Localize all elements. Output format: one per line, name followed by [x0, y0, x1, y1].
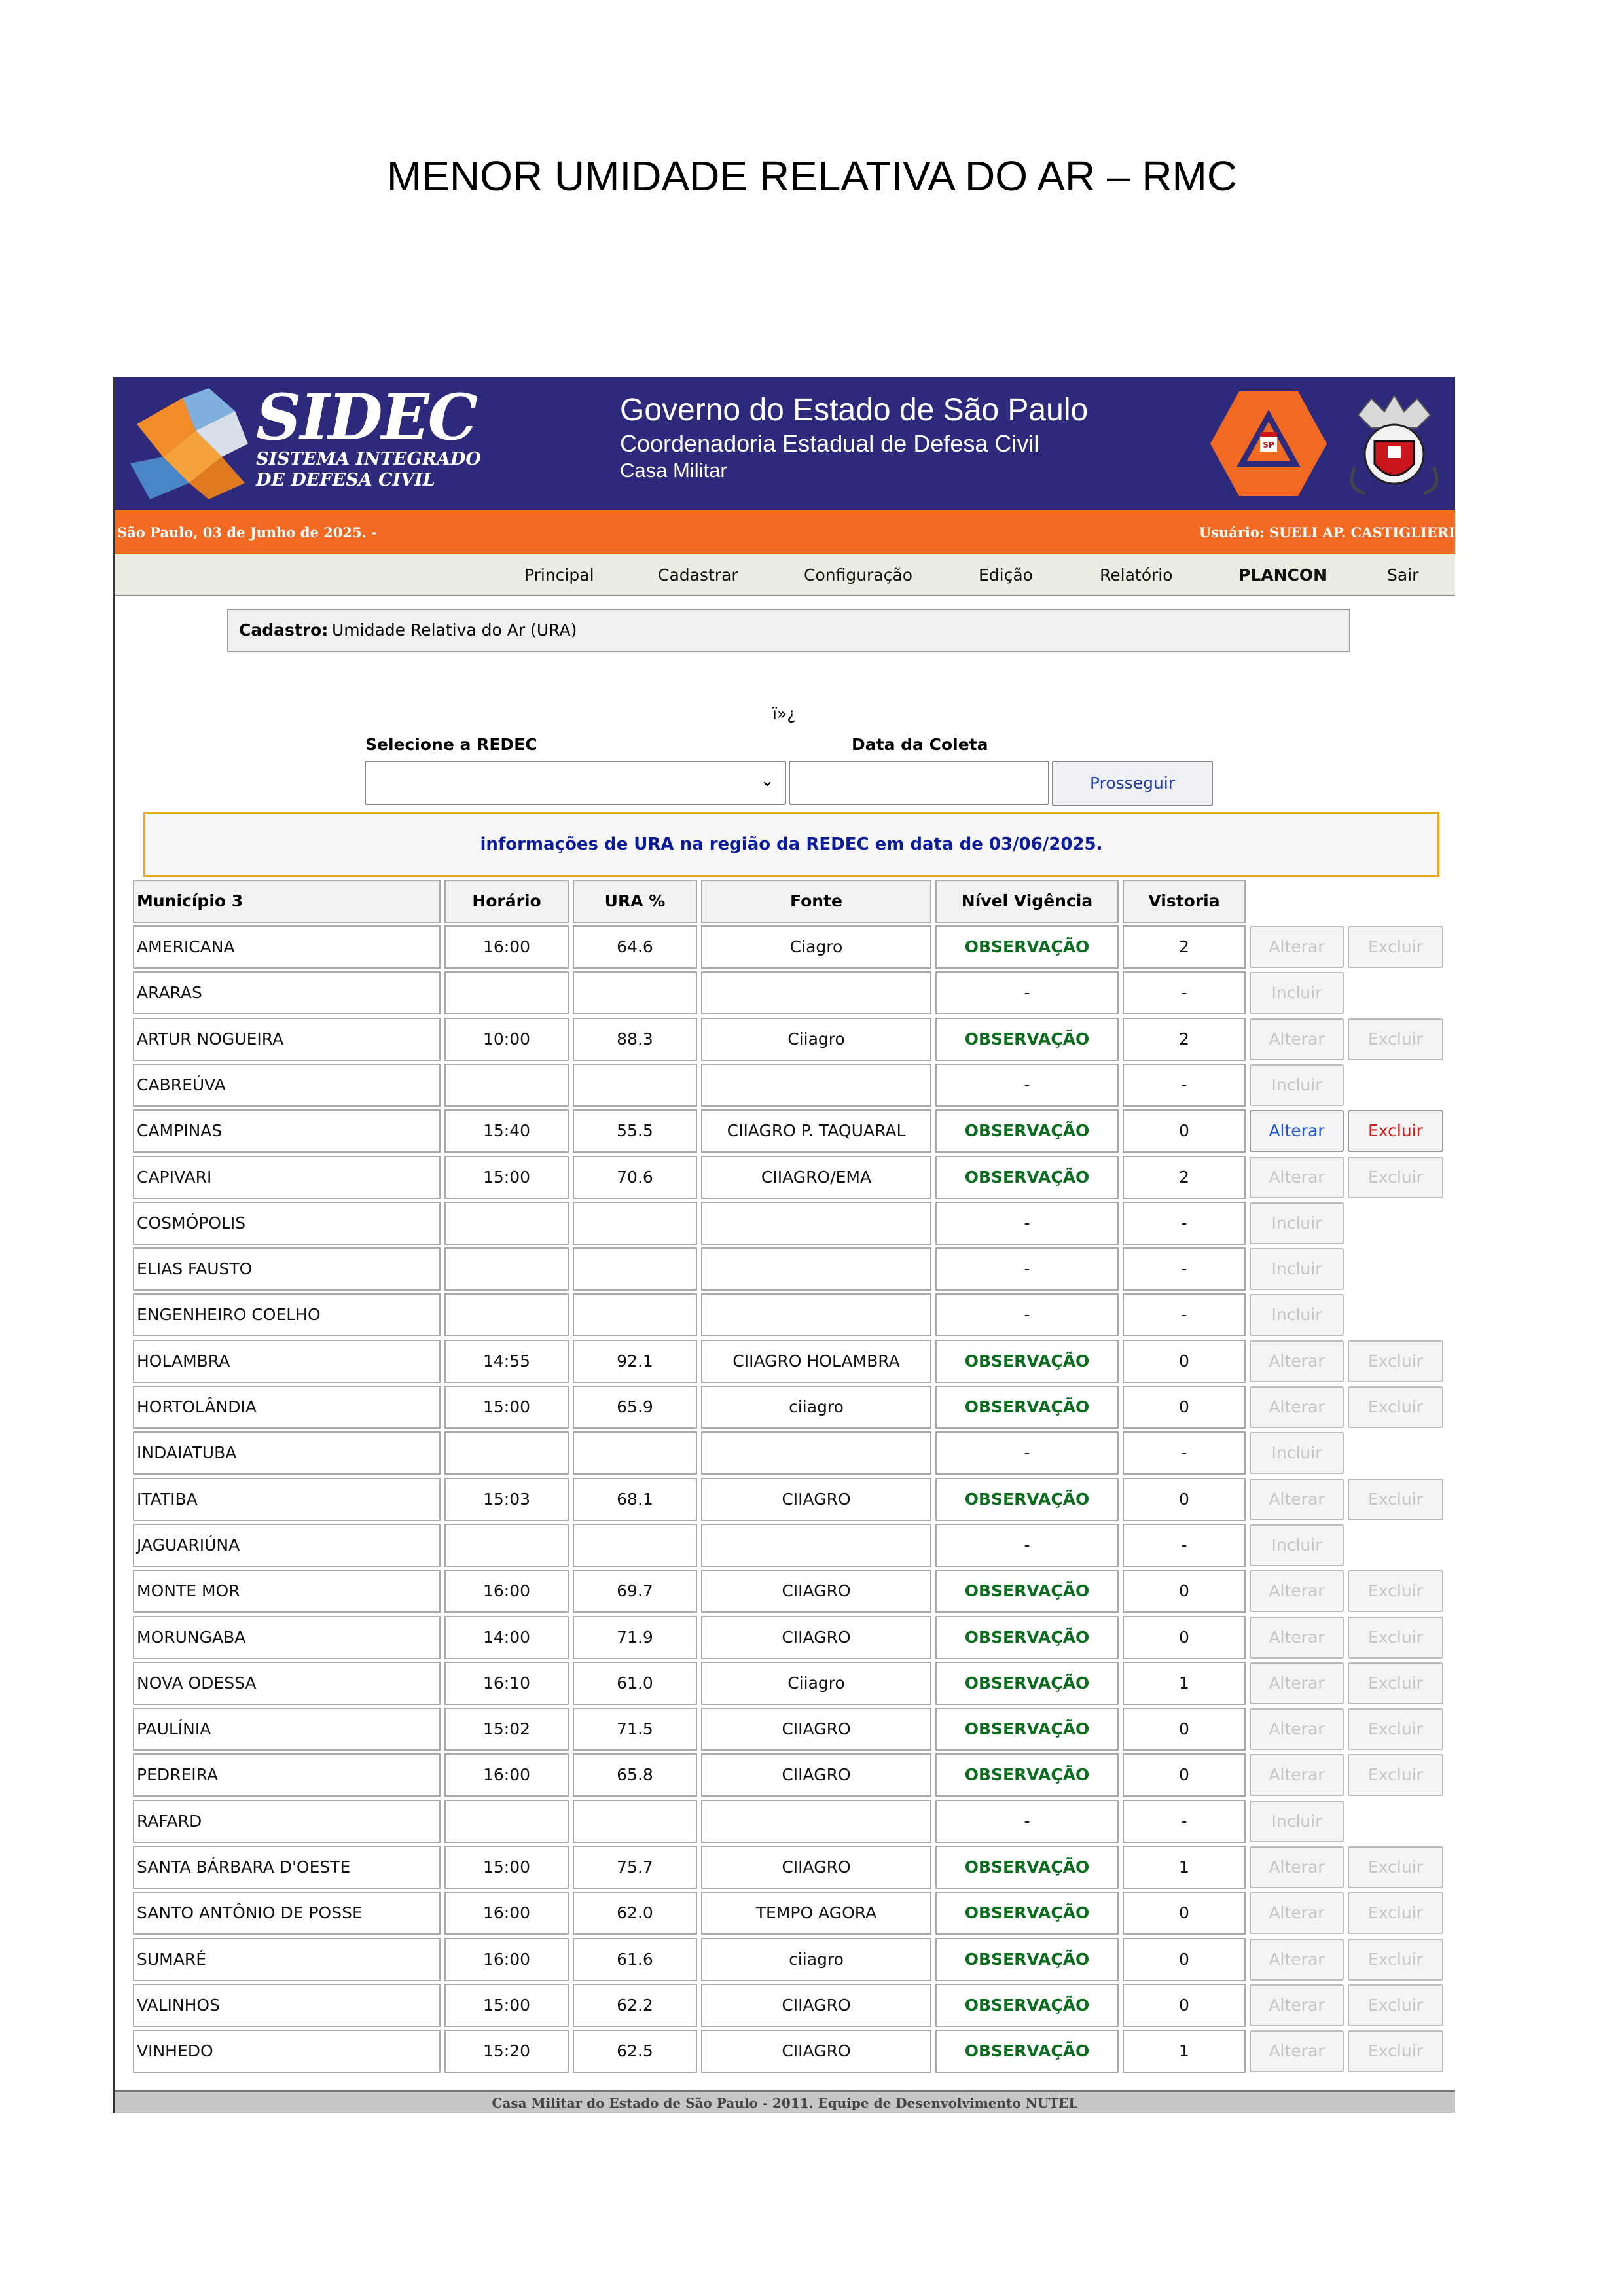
sidec-logo-icon: [124, 385, 255, 503]
cell-fonte: CIIAGRO: [701, 1984, 931, 2027]
gov-line-3: Casa Militar: [620, 459, 727, 482]
cell-nivel: OBSERVAÇÃO: [935, 1938, 1119, 1981]
cell-fonte: [701, 1064, 931, 1107]
cell-municipio: COSMÓPOLIS: [133, 1202, 441, 1245]
cell-ura: 71.9: [573, 1616, 697, 1659]
cell-ura: 68.1: [573, 1478, 697, 1521]
nav-sair[interactable]: Sair: [1387, 565, 1419, 584]
cell-horario: [444, 1202, 569, 1245]
excluir-button[interactable]: Excluir: [1348, 1386, 1443, 1428]
cell-nivel: OBSERVAÇÃO: [935, 1892, 1119, 1935]
incluir-button[interactable]: Incluir: [1250, 1432, 1344, 1474]
alterar-button[interactable]: Alterar: [1250, 1892, 1344, 1934]
cell-fonte: CIIAGRO: [701, 1753, 931, 1797]
cell-ura: [573, 1202, 697, 1245]
cell-fonte: Ciiagro: [701, 1662, 931, 1705]
cell-fonte: [701, 971, 931, 1014]
cell-ura: [573, 1247, 697, 1291]
cell-municipio: RAFARD: [133, 1800, 441, 1843]
excluir-button[interactable]: Excluir: [1348, 1479, 1443, 1520]
cell-horario: 16:00: [444, 1570, 569, 1613]
cell-nivel: OBSERVAÇÃO: [935, 1109, 1119, 1153]
excluir-button[interactable]: Excluir: [1348, 1708, 1443, 1750]
col-header-municipio: Município 3: [133, 880, 441, 923]
cell-horario: 15:00: [444, 1386, 569, 1429]
col-header-ura: URA %: [573, 880, 697, 923]
cell-fonte: CIIAGRO: [701, 1478, 931, 1521]
cell-vistoria: 0: [1123, 1386, 1246, 1429]
cell-municipio: CAPIVARI: [133, 1156, 441, 1199]
alterar-button[interactable]: Alterar: [1250, 1984, 1344, 2026]
cell-vistoria: 1: [1123, 1662, 1246, 1705]
cell-vistoria: -: [1123, 1293, 1246, 1336]
cell-fonte: Ciagro: [701, 925, 931, 969]
cell-horario: 15:00: [444, 1156, 569, 1199]
cell-fonte: [701, 1800, 931, 1843]
cell-horario: 16:00: [444, 1892, 569, 1935]
cell-nivel: OBSERVAÇÃO: [935, 1708, 1119, 1751]
cell-ura: 70.6: [573, 1156, 697, 1199]
current-user: Usuário: SUELI AP. CASTIGLIERI: [1199, 524, 1455, 541]
cell-municipio: ITATIBA: [133, 1478, 441, 1521]
cell-fonte: ciiagro: [701, 1938, 931, 1981]
cell-municipio: ARTUR NOGUEIRA: [133, 1018, 441, 1061]
defesa-civil-emblem-icon: [1209, 390, 1328, 497]
encoding-artifact-text: ï»¿: [772, 704, 796, 723]
excluir-button[interactable]: Excluir: [1348, 1846, 1443, 1888]
cell-horario: 15:00: [444, 1984, 569, 2027]
cell-municipio: CABREÚVA: [133, 1064, 441, 1107]
cell-nivel: -: [935, 1293, 1119, 1336]
alterar-button[interactable]: Alterar: [1250, 1386, 1344, 1428]
info-message: informações de URA na região da REDEC em data de 03/06/2025.: [143, 812, 1439, 877]
cell-horario: [444, 971, 569, 1014]
alterar-button[interactable]: Alterar: [1250, 1157, 1344, 1198]
cell-vistoria: 1: [1123, 1846, 1246, 1889]
cell-municipio: MORUNGABA: [133, 1616, 441, 1659]
cell-ura: 92.1: [573, 1340, 697, 1383]
cell-vistoria: 0: [1123, 1984, 1246, 2027]
cell-nivel: OBSERVAÇÃO: [935, 1340, 1119, 1383]
alterar-button[interactable]: Alterar: [1250, 1846, 1344, 1888]
nav-relatorio[interactable]: Relatório: [1100, 565, 1173, 584]
logo-sub-2: DE DEFESA CIVIL: [256, 470, 435, 490]
cell-fonte: CIIAGRO/EMA: [701, 1156, 931, 1199]
excluir-button[interactable]: Excluir: [1348, 1939, 1443, 1981]
cell-vistoria: 2: [1123, 1156, 1246, 1199]
col-header-fonte: Fonte: [701, 880, 931, 923]
sidec-wordmark: [256, 380, 481, 491]
cadastro-value: Umidade Relativa do Ar (URA): [332, 620, 577, 639]
cell-vistoria: 0: [1123, 1570, 1246, 1613]
excluir-button[interactable]: Excluir: [1348, 1662, 1443, 1704]
cell-horario: 15:02: [444, 1708, 569, 1751]
cell-fonte: CIIAGRO P. TAQUARAL: [701, 1109, 931, 1153]
cell-nivel: -: [935, 1431, 1119, 1475]
alterar-button[interactable]: Alterar: [1250, 1617, 1344, 1659]
cell-municipio: HORTOLÂNDIA: [133, 1386, 441, 1429]
cell-municipio: SUMARÉ: [133, 1938, 441, 1981]
prosseguir-button[interactable]: Prosseguir: [1052, 761, 1213, 806]
logo-sub-1: SISTEMA INTEGRADO: [256, 449, 481, 469]
cell-municipio: VINHEDO: [133, 2030, 441, 2073]
cell-horario: 15:00: [444, 1846, 569, 1889]
cell-vistoria: 0: [1123, 1892, 1246, 1935]
excluir-button[interactable]: Excluir: [1348, 1892, 1443, 1934]
cell-horario: 15:20: [444, 2030, 569, 2073]
cell-nivel: -: [935, 1524, 1119, 1567]
government-heading: [620, 391, 1088, 483]
cell-fonte: [701, 1247, 931, 1291]
cell-nivel: OBSERVAÇÃO: [935, 1662, 1119, 1705]
cell-nivel: -: [935, 1202, 1119, 1245]
cell-ura: 64.6: [573, 925, 697, 969]
cell-vistoria: -: [1123, 1800, 1246, 1843]
cell-horario: 16:00: [444, 1753, 569, 1797]
cell-horario: 14:55: [444, 1340, 569, 1383]
alterar-button[interactable]: Alterar: [1250, 1340, 1344, 1382]
cell-nivel: -: [935, 1247, 1119, 1291]
cell-ura: 69.7: [573, 1570, 697, 1613]
cell-fonte: [701, 1293, 931, 1336]
cell-vistoria: 2: [1123, 925, 1246, 969]
header-banner: [115, 377, 1455, 510]
nav-configuracao[interactable]: Configuração: [804, 565, 913, 584]
cell-ura: 65.9: [573, 1386, 697, 1429]
cell-nivel: -: [935, 971, 1119, 1014]
excluir-button[interactable]: Excluir: [1348, 2030, 1443, 2072]
cell-fonte: CIIAGRO: [701, 1846, 931, 1889]
cell-fonte: CIIAGRO HOLAMBRA: [701, 1340, 931, 1383]
cell-vistoria: 0: [1123, 1938, 1246, 1981]
cell-fonte: Ciiagro: [701, 1018, 931, 1061]
cell-horario: [444, 1800, 569, 1843]
cell-horario: 15:03: [444, 1478, 569, 1521]
emblem-text: SP: [1263, 440, 1274, 450]
cell-municipio: PEDREIRA: [133, 1753, 441, 1797]
cell-ura: 65.8: [573, 1753, 697, 1797]
cell-municipio: AMERICANA: [133, 925, 441, 969]
cell-vistoria: 0: [1123, 1616, 1246, 1659]
current-date: São Paulo, 03 de Junho de 2025. -: [117, 524, 377, 541]
cell-ura: 55.5: [573, 1109, 697, 1153]
cell-vistoria: -: [1123, 1431, 1246, 1475]
cell-ura: 75.7: [573, 1846, 697, 1889]
col-header-horario: Horário: [444, 880, 569, 923]
cell-vistoria: 1: [1123, 2030, 1246, 2073]
cell-municipio: SANTO ANTÔNIO DE POSSE: [133, 1892, 441, 1935]
alterar-button[interactable]: Alterar: [1250, 1110, 1344, 1152]
cell-nivel: OBSERVAÇÃO: [935, 1753, 1119, 1797]
excluir-button[interactable]: Excluir: [1348, 1110, 1443, 1152]
cell-nivel: OBSERVAÇÃO: [935, 2030, 1119, 2073]
alterar-button[interactable]: Alterar: [1250, 1570, 1344, 1612]
incluir-button[interactable]: Incluir: [1250, 972, 1344, 1014]
page-title: MENOR UMIDADE RELATIVA DO AR – RMC: [386, 152, 1238, 200]
cell-fonte: CIIAGRO: [701, 1616, 931, 1659]
alterar-button[interactable]: Alterar: [1250, 1479, 1344, 1520]
cell-fonte: CIIAGRO: [701, 2030, 931, 2073]
cell-vistoria: -: [1123, 971, 1246, 1014]
cell-vistoria: 0: [1123, 1340, 1246, 1383]
date-label: Data da Coleta: [852, 735, 988, 754]
cell-nivel: -: [935, 1800, 1119, 1843]
cell-vistoria: 0: [1123, 1708, 1246, 1751]
cell-vistoria: 0: [1123, 1109, 1246, 1153]
status-bar: [115, 510, 1455, 554]
cell-municipio: MONTE MOR: [133, 1570, 441, 1613]
cell-fonte: [701, 1202, 931, 1245]
cell-horario: [444, 1247, 569, 1291]
excluir-button[interactable]: Excluir: [1348, 1570, 1443, 1612]
cell-fonte: TEMPO AGORA: [701, 1892, 931, 1935]
nav-principal[interactable]: Principal: [524, 565, 594, 584]
cell-municipio: CAMPINAS: [133, 1109, 441, 1153]
nav-edicao[interactable]: Edição: [979, 565, 1033, 584]
cell-horario: [444, 1431, 569, 1475]
cell-vistoria: -: [1123, 1064, 1246, 1107]
cell-fonte: [701, 1524, 931, 1567]
cell-horario: [444, 1524, 569, 1567]
cell-fonte: CIIAGRO: [701, 1570, 931, 1613]
alterar-button[interactable]: Alterar: [1250, 1754, 1344, 1796]
cell-horario: 15:40: [444, 1109, 569, 1153]
cell-nivel: OBSERVAÇÃO: [935, 1478, 1119, 1521]
cell-ura: 62.5: [573, 2030, 697, 2073]
alterar-button[interactable]: Alterar: [1250, 1662, 1344, 1704]
gov-line-1: Governo do Estado de São Paulo: [620, 393, 1089, 427]
chevron-down-icon: ⌄: [760, 771, 774, 791]
cadastro-box: [227, 609, 1350, 652]
incluir-button[interactable]: Incluir: [1250, 1064, 1344, 1106]
cell-fonte: [701, 1431, 931, 1475]
col-header-vistoria: Vistoria: [1123, 880, 1246, 923]
excluir-button[interactable]: Excluir: [1348, 1340, 1443, 1382]
cell-horario: [444, 1293, 569, 1336]
cell-municipio: NOVA ODESSA: [133, 1662, 441, 1705]
alterar-button[interactable]: Alterar: [1250, 2030, 1344, 2072]
cell-ura: 61.6: [573, 1938, 697, 1981]
date-input[interactable]: [789, 761, 1049, 805]
cell-nivel: OBSERVAÇÃO: [935, 1386, 1119, 1429]
cell-nivel: OBSERVAÇÃO: [935, 1018, 1119, 1061]
nav-plancon[interactable]: PLANCON: [1238, 565, 1327, 584]
cell-ura: 88.3: [573, 1018, 697, 1061]
nav-cadastrar[interactable]: Cadastrar: [658, 565, 738, 584]
alterar-button[interactable]: Alterar: [1250, 1708, 1344, 1750]
excluir-button[interactable]: Excluir: [1348, 1157, 1443, 1198]
cell-horario: [444, 1064, 569, 1107]
cell-vistoria: -: [1123, 1202, 1246, 1245]
cell-municipio: SANTA BÁRBARA D'OESTE: [133, 1846, 441, 1889]
cell-municipio: ELIAS FAUSTO: [133, 1247, 441, 1291]
cell-nivel: OBSERVAÇÃO: [935, 925, 1119, 969]
cell-nivel: OBSERVAÇÃO: [935, 1984, 1119, 2027]
cell-horario: 16:00: [444, 925, 569, 969]
alterar-button[interactable]: Alterar: [1250, 926, 1344, 968]
cell-municipio: ARARAS: [133, 971, 441, 1014]
cell-municipio: VALINHOS: [133, 1984, 441, 2027]
cell-ura: 62.0: [573, 1892, 697, 1935]
cell-horario: 16:00: [444, 1938, 569, 1981]
cell-municipio: INDAIATUBA: [133, 1431, 441, 1475]
cell-horario: 14:00: [444, 1616, 569, 1659]
logo-name: SIDEC: [256, 380, 477, 454]
gov-line-2: Coordenadoria Estadual de Defesa Civil: [620, 430, 1039, 457]
cell-ura: [573, 1431, 697, 1475]
cell-nivel: OBSERVAÇÃO: [935, 1570, 1119, 1613]
cell-ura: [573, 1064, 697, 1107]
incluir-button[interactable]: Incluir: [1250, 1801, 1344, 1842]
cell-ura: 61.0: [573, 1662, 697, 1705]
cell-nivel: OBSERVAÇÃO: [935, 1156, 1119, 1199]
cell-municipio: JAGUARIÚNA: [133, 1524, 441, 1567]
footer: Casa Militar do Estado de São Paulo - 2011. Equipe de Desenvolvimento NUTEL: [115, 2090, 1455, 2113]
col-header-nivel: Nível Vigência: [935, 880, 1119, 923]
cell-horario: 16:10: [444, 1662, 569, 1705]
redec-label: Selecione a REDEC: [365, 735, 537, 754]
cell-fonte: CIIAGRO: [701, 1708, 931, 1751]
cell-municipio: HOLAMBRA: [133, 1340, 441, 1383]
incluir-button[interactable]: Incluir: [1250, 1294, 1344, 1336]
cell-vistoria: 0: [1123, 1753, 1246, 1797]
cell-ura: 71.5: [573, 1708, 697, 1751]
incluir-button[interactable]: Incluir: [1250, 1524, 1344, 1566]
alterar-button[interactable]: Alterar: [1250, 1018, 1344, 1060]
cell-ura: [573, 971, 697, 1014]
excluir-button[interactable]: Excluir: [1348, 1018, 1443, 1060]
cell-horario: 10:00: [444, 1018, 569, 1061]
cell-vistoria: 0: [1123, 1478, 1246, 1521]
cell-vistoria: -: [1123, 1247, 1246, 1291]
cell-fonte: ciiagro: [701, 1386, 931, 1429]
cell-ura: [573, 1293, 697, 1336]
cell-ura: 62.2: [573, 1984, 697, 2027]
cell-ura: [573, 1524, 697, 1567]
cadastro-label: Cadastro:: [239, 620, 329, 639]
cell-nivel: OBSERVAÇÃO: [935, 1616, 1119, 1659]
incluir-button[interactable]: Incluir: [1250, 1248, 1344, 1290]
main-nav: [115, 554, 1455, 596]
excluir-button[interactable]: Excluir: [1348, 926, 1443, 968]
cell-municipio: ENGENHEIRO COELHO: [133, 1293, 441, 1336]
redec-select[interactable]: [365, 761, 786, 805]
cell-vistoria: 2: [1123, 1018, 1246, 1061]
casa-militar-emblem-icon: [1345, 389, 1443, 500]
excluir-button[interactable]: Excluir: [1348, 1754, 1443, 1796]
cell-ura: [573, 1800, 697, 1843]
incluir-button[interactable]: Incluir: [1250, 1202, 1344, 1244]
app-window: [113, 377, 1455, 2113]
excluir-button[interactable]: Excluir: [1348, 1984, 1443, 2026]
excluir-button[interactable]: Excluir: [1348, 1617, 1443, 1659]
cell-municipio: PAULÍNIA: [133, 1708, 441, 1751]
cell-nivel: OBSERVAÇÃO: [935, 1846, 1119, 1889]
alterar-button[interactable]: Alterar: [1250, 1939, 1344, 1981]
cell-vistoria: -: [1123, 1524, 1246, 1567]
cell-nivel: -: [935, 1064, 1119, 1107]
